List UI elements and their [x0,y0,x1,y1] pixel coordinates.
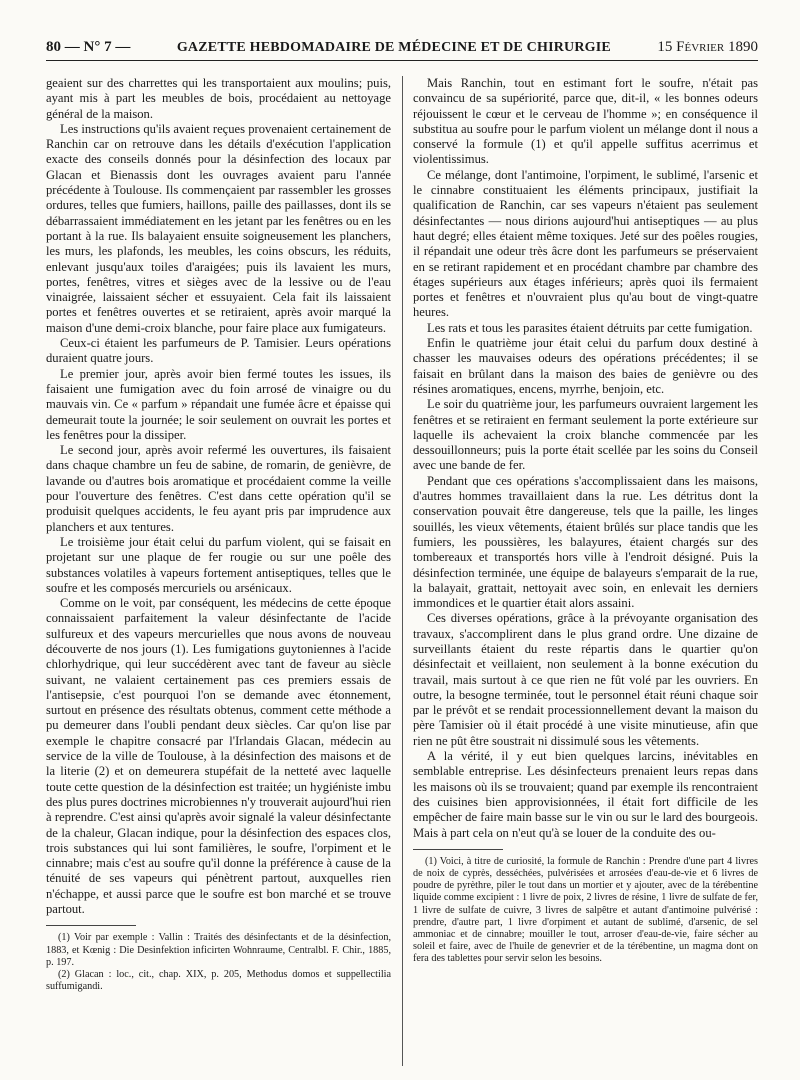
paragraph: Ces diverses opérations, grâce à la prévoyante organisation des travaux, s'accomplirent dans le plus grand ordre. Une dizaine de surveillants étaient du reste répartis dans le quartier qu'on désinfectait et veillaient, non seulement à la bonne exécution du travail, mais surtout à ce que rien ne fût volé par les ouvriers. En outre, la besogne terminée, tout le personnel était réuni chaque soir par le prévôt et se rendait processionnellement devant la maison du père Tamisier où il était procédé à une visite minutieuse, afin que rien ne pût être soustrait ni dissimulé sous les vêtements. [413,611,758,748]
footnote: (2) Glacan : loc., cit., chap. XIX, p. 205, Methodus domos et suppellectilia suffumigandi. [46,968,391,993]
issue-date: 15 Février 1890 [657,39,758,55]
paragraph: A la vérité, il y eut bien quelques larcins, inévitables en semblable entreprise. Les désinfecteurs prenaient leurs repas dans les maisons où ils se trouvaient; quand par exemple ils rencontraient des cuisines bien approvisionnées, il était fort difficile de les empêcher de faire main basse sur le vin ou sur le lard des bourgeois. Mais à part cela on n'eut qu'à se louer de la conduite des ou- [413,749,758,840]
paragraph: Pendant que ces opérations s'accomplissaient dans les maisons, d'autres hommes travaillaient dans la rue. Les détritus dont la conservation pouvait être dangereuse, tels que la paille, les linges souillés, les vieux vêtements, étaient brûlés sur place tandis que les fumiers, les poussières, les balayures, étaient chargés sur des tombereaux et transportés hors ville à l'endroit désigné. Puis la désinfection terminée, une équipe de balayeurs s'emparait de la rue, la balayait, grattait, nettoyait avec soin, en enlevait les derniers immondices et le quartier était alors assaini. [413,473,758,611]
footnote: (1) Voici, à titre de curiosité, la formule de Ranchin : Prendre d'une part 4 livres de noix de cyprès, desséchées, pulvérisées et arrosées d'eau-de-vie et 6 livres de poudre de pyrèthre, piler le tout dans un mortier et y ajouter, avec de la térébentine liquide comme excipient : 1 livre de poix, 2 livres de résine, 1 livre de sulfate de fer, 1 livre de sulfate de cuivre, 3 livres de salpêtre et autant d'antimoine pulvérisé : prendre, d'autre part, 1 livre d'orpiment et autant de sublimé, d'arsenic, de sel ammoniac et de cinnabre; mouiller le tout, arroser d'eau-de-vie, faire sécher au soleil et faire, avec de l'huile de genevrier et de la térébentine, un magma dont on fera des tablettes pour servir selon les besoins. [413,855,758,965]
page-number: 80 — N° 7 — [46,39,131,55]
journal-title: GAZETTE HEBDOMADAIRE DE MÉDECINE ET DE CHIRURGIE [176,40,611,55]
paragraph: Enfin le quatrième jour était celui du parfum doux destiné à chasser les mauvaises odeurs des opérations précédentes; il se faisait en brûlant dans la maison des baies de genièvre ou des résines aromatiques, encens, myrrhe, benjoin, etc. [413,336,758,396]
paragraph: Mais Ranchin, tout en estimant fort le soufre, n'était pas convaincu de sa supériorité, parce que, dit-il, « les bonnes odeurs réjouissent le cœur et le cerveau de l'homme »; en conséquence il substitua au soufre pour le parfum violent un mélange dont il nous a conservé la formule (1) et qu'il appelle suffitus acerrimus et violentissimus. [413,76,758,167]
paragraph: geaient sur des charrettes qui les transportaient aux moulins; puis, ayant mis à part les meubles de bois, procédaient au nettoyage général de la maison. [46,76,391,121]
footnote-separator [413,849,503,850]
paragraph: Ce mélange, dont l'antimoine, l'orpiment, le sublimé, l'arsenic et le cinnabre constituaient les éléments principaux, justifiait la qualification de Ranchin, car ses vapeurs n'étaient pas seulement désinfectantes — nous dirions aujourd'hui antiseptiques — au plus haut degré; elles étaient même toxiques. Jeté sur des poêles rougies, il répandait une odeur très âcre dont les parfumeurs se préservaient en se retirant rapidement et en procédant chambre par chambre des étages supérieurs aux étages inférieurs; après quoi ils fermaient portes et fenêtres et n'ouvraient plus qu'au bout de vingt-quatre heures. [413,167,758,320]
left-column [46,76,391,1076]
paragraph: Comme on le voit, par conséquent, les médecins de cette époque connaissaient parfaitement la valeur désinfectante de l'acide sulfureux et des vapeurs mercurielles que nous avons de nouveau découverte de nos jours (1). Les fumigations guytoniennes à l'acide chlorhydrique, qui leur succédèrent avec tant de faveur au siècle suivant, ne valaient certainement pas ces premiers essais de l'antisepsie, c'est pourquoi l'on se demande avec étonnement, surtout en présence des résultats obtenus, comment cette méthode a pu demeurer dans l'oubli pendant deux siècles. Car qu'on lise par exemple le chapitre consacré par l'Irlandais Glacan, médecin au service de la ville de Toulouse, à la désinfection des maisons et de la literie (2) et on demeurera stupéfait de la netteté avec laquelle toute cette question de la désinfection est traitée; un hygiéniste imbu des plus pures doctrines microbiennes n'y trouverait aujourd'hui rien à reprendre. C'est ainsi qu'après avoir signalé la valeur désinfectante de la chaleur, Glacan indique, pour la désinfection des espaces clos, trois substances qui lui sont familières, le soufre, l'orpiment et le cinnabre; mais c'est au soufre qu'il donne la préférence à cause de la ténuité de ses vapeurs qui pénètrent partout, auxquelles rien n'échappe, et aussi parce que le soufre est bon marché et se trouve partout. [46,596,391,917]
right-column [413,76,758,1076]
paragraph: Ceux-ci étaient les parfumeurs de P. Tamisier. Leurs opérations duraient quatre jours. [46,336,391,366]
paragraph: Les rats et tous les parasites étaient détruits par cette fumigation. [427,320,753,335]
footnote-separator [46,925,136,926]
paragraph: Les instructions qu'ils avaient reçues provenaient certainement de Ranchin car on retrouve dans les détails d'exécution l'application exacte des conseils donnés pour la désinfection des locaux par Glacan et Bienassis dont les ouvrages avaient paru l'année précédente à Toulouse. Ils commençaient par rassembler les grosses ordures, telles que fumiers, haillons, paille des paillasses, dont ils se débarrassaient immédiatement en les jetant par les fenêtres ou en les portant à la rue. Ils balayaient ensuite soigneusement les planchers, les murs, les plafonds, les meubles, les coins obscurs, les réduits, enlevant jusqu'aux toiles d'araigées; puis ils lavaient les murs, portes, fenêtres, vitres et sièges avec de la lessive ou de l'eau vinaigrée, laissaient sécher et essuyaient. Cela fait ils laissaient portes et fenêtres ouvertes et se retiraient, après avoir marqué la maison d'une demi-croix blanche, pour faire place aux fumigateurs. [46,121,391,335]
journal-page [46,30,758,1070]
paragraph: Le troisième jour était celui du parfum violent, qui se faisait en projetant sur une plaque de fer rougie ou sur une poêle des substances volatiles à vapeurs fortement antiseptiques, telles que le soufre et les composés mercuriels ou arsénicaux. [46,534,391,595]
paragraph: Le second jour, après avoir refermé les ouvertures, ils faisaient dans chaque chambre un feu de sabine, de romarin, de genièvre, de lavande ou d'autres bois aromatique et procédaient comme la veille pour l'ouverture des fenêtres. C'est dans cette opération qu'il se produisit quelques accidents, le feu ayant pris par imprudence aux planchers et aux tentures. [46,443,391,534]
running-header [46,30,758,61]
paragraph: Le soir du quatrième jour, les parfumeurs ouvraient largement les fenêtres et se retiraient en fermant seulement la porte extérieure sur laquelle ils achevaient la croix blanche commencée par les dessouillonneurs; puis la porte était scellée par les soins du Conseil avec une bande de fer. [413,397,758,473]
article-body [46,76,758,1070]
footnote: (1) Voir par exemple : Vallin : Traités des désinfectants et de la désinfection, 1883, et Kœnig : Die Desinfektion inficirten Wohnraume, Centralbl. F. Chir., 1885, p. 197. [46,932,391,968]
paragraph: Le premier jour, après avoir bien fermé toutes les issues, ils faisaient une fumigation avec du foin arrosé de vinaigre ou du mauvais vin. Ce « parfum » répandait une fumée âcre et épaisse qui demeurait toute la journée; le soir seulement on ouvrait les portes et les fenêtres pour la dissiper. [46,366,391,442]
